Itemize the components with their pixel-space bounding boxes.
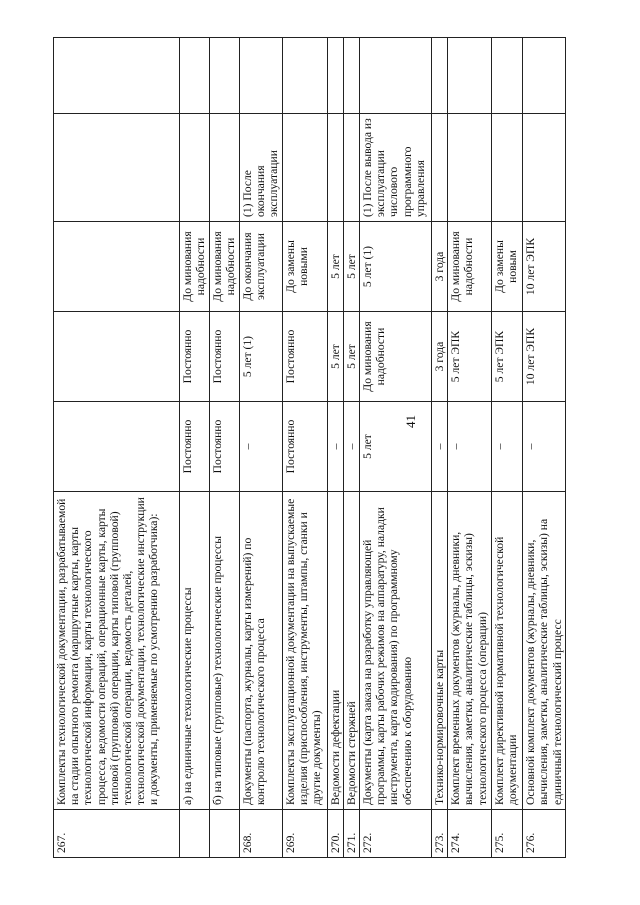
cell-col2: 5 лет ЭПК — [448, 312, 492, 402]
row-number: 270. — [327, 810, 343, 858]
table-row — [343, 38, 359, 858]
cell-col2: До минования надобности — [360, 312, 432, 402]
cell-col2: 5 лет — [343, 312, 359, 402]
cell-col3: До окончания эксплуатации — [240, 222, 283, 312]
cell-col1: – — [240, 402, 283, 492]
row-number: 268. — [240, 810, 283, 858]
cell-col3: 10 лет ЭПК — [523, 222, 566, 312]
cell-col2: 5 лет (1) — [240, 312, 283, 402]
cell-col3: 5 лет — [327, 222, 343, 312]
row-description: Комплекты эксплуатационной документации на выпускаемые изделия (приспособления, инструменты, штампы, станки и другие документы) — [282, 492, 327, 810]
cell-col3: До замены новым — [492, 222, 523, 312]
table-row — [282, 38, 327, 858]
row-number: 272. — [360, 810, 432, 858]
row-number: 276. — [523, 810, 566, 858]
table-row — [180, 38, 210, 858]
cell-col3: До минования надобности — [180, 222, 210, 312]
cell-col3 — [54, 222, 180, 312]
row-description: а) на единичные технологические процессы — [180, 492, 210, 810]
cell-col2: Постоянно — [180, 312, 210, 402]
cell-note — [492, 114, 523, 222]
cell-col3: До минования надобности — [210, 222, 240, 312]
row-number — [180, 810, 210, 858]
cell-blank — [448, 38, 492, 114]
row-description: Основной комплект документов (журналы, дневники, вычисления, заметки, аналитические таблицы, эскизы) на единичный технологический процесс — [523, 492, 566, 810]
cell-blank — [282, 38, 327, 114]
cell-col1: – — [327, 402, 343, 492]
row-number — [210, 810, 240, 858]
cell-col2: Постоянно — [282, 312, 327, 402]
row-description: Документы (паспорта, журналы, карты измерений) по контролю технологического процесса — [240, 492, 283, 810]
cell-col3: 5 лет — [343, 222, 359, 312]
table-row — [360, 38, 432, 858]
cell-blank — [240, 38, 283, 114]
row-number: 275. — [492, 810, 523, 858]
retention-table — [53, 37, 566, 858]
cell-blank — [327, 38, 343, 114]
cell-note — [180, 114, 210, 222]
cell-col1: – — [448, 402, 492, 492]
cell-blank — [523, 38, 566, 114]
table-row — [327, 38, 343, 858]
cell-col1: – — [343, 402, 359, 492]
cell-note — [210, 114, 240, 222]
cell-col1: – — [492, 402, 523, 492]
cell-note — [327, 114, 343, 222]
row-description: Комплекты технологической документации, разрабатываемой на стадии опытного ремонта (маршрутные карты, карты технологической информации, карты технологического процесса, ведомости операций, операционные карты, карты типовой (групповой) операции, карты типовой (групповой) технологической операции, ведомость деталей, технологической документации, технологические инструкции и документы, применяемые по усмотрению разработчика): — [54, 492, 180, 810]
cell-blank — [492, 38, 523, 114]
cell-col1: Постоянно — [210, 402, 240, 492]
table-row — [492, 38, 523, 858]
cell-note — [432, 114, 448, 222]
row-number: 274. — [448, 810, 492, 858]
page-number: 41 — [403, 415, 418, 428]
cell-col1: 5 лет — [360, 402, 432, 492]
table-row — [54, 38, 180, 858]
cell-blank — [343, 38, 359, 114]
cell-col3: До минования надобности — [448, 222, 492, 312]
cell-note — [448, 114, 492, 222]
rotated-table-wrapper — [53, 38, 564, 858]
cell-col2: 3 года — [432, 312, 448, 402]
row-number: 273. — [432, 810, 448, 858]
cell-note — [282, 114, 327, 222]
cell-blank — [360, 38, 432, 114]
cell-note — [343, 114, 359, 222]
cell-blank — [180, 38, 210, 114]
row-description: Документы (карта заказа на разработку управляющей программы, карты рабочих режимов на аппаратуру, наладки инструмента, карта кодирования) по программному обеспечению к оборудованию — [360, 492, 432, 810]
cell-col2: Постоянно — [210, 312, 240, 402]
table-row — [523, 38, 566, 858]
row-description: Ведомости стержней — [343, 492, 359, 810]
cell-blank — [432, 38, 448, 114]
row-description: Комплект директивной нормативной технологической документации — [492, 492, 523, 810]
cell-col3: До замены новыми — [282, 222, 327, 312]
table-row — [448, 38, 492, 858]
row-description: Технико-нормировочные карты — [432, 492, 448, 810]
cell-col1: – — [432, 402, 448, 492]
cell-note — [54, 114, 180, 222]
cell-blank — [210, 38, 240, 114]
cell-note: (1) После окончания эксплуатации — [240, 114, 283, 222]
cell-note — [523, 114, 566, 222]
row-description: Ведомости дефектации — [327, 492, 343, 810]
cell-blank — [54, 38, 180, 114]
row-description: Комплект временных документов (журналы, дневники, вычисления, заметки, аналитические таблицы, эскизы) технологического процесса (операции) — [448, 492, 492, 810]
cell-col3: 5 лет (1) — [360, 222, 432, 312]
row-description: б) на типовые (групповые) технологические процессы — [210, 492, 240, 810]
row-number: 267. — [54, 810, 180, 858]
cell-col2 — [54, 312, 180, 402]
table-row — [432, 38, 448, 858]
cell-col1 — [54, 402, 180, 492]
cell-col1: Постоянно — [282, 402, 327, 492]
cell-col1: Постоянно — [180, 402, 210, 492]
cell-col1: – — [523, 402, 566, 492]
table-row — [210, 38, 240, 858]
cell-col3: 3 года — [432, 222, 448, 312]
cell-col2: 5 лет ЭПК — [492, 312, 523, 402]
row-number: 271. — [343, 810, 359, 858]
row-number: 269. — [282, 810, 327, 858]
table-row — [240, 38, 283, 858]
cell-col2: 10 лет ЭПК — [523, 312, 566, 402]
cell-note: (1) После вывода из эксплуатации числового программного управления — [360, 114, 432, 222]
cell-col2: 5 лет — [327, 312, 343, 402]
